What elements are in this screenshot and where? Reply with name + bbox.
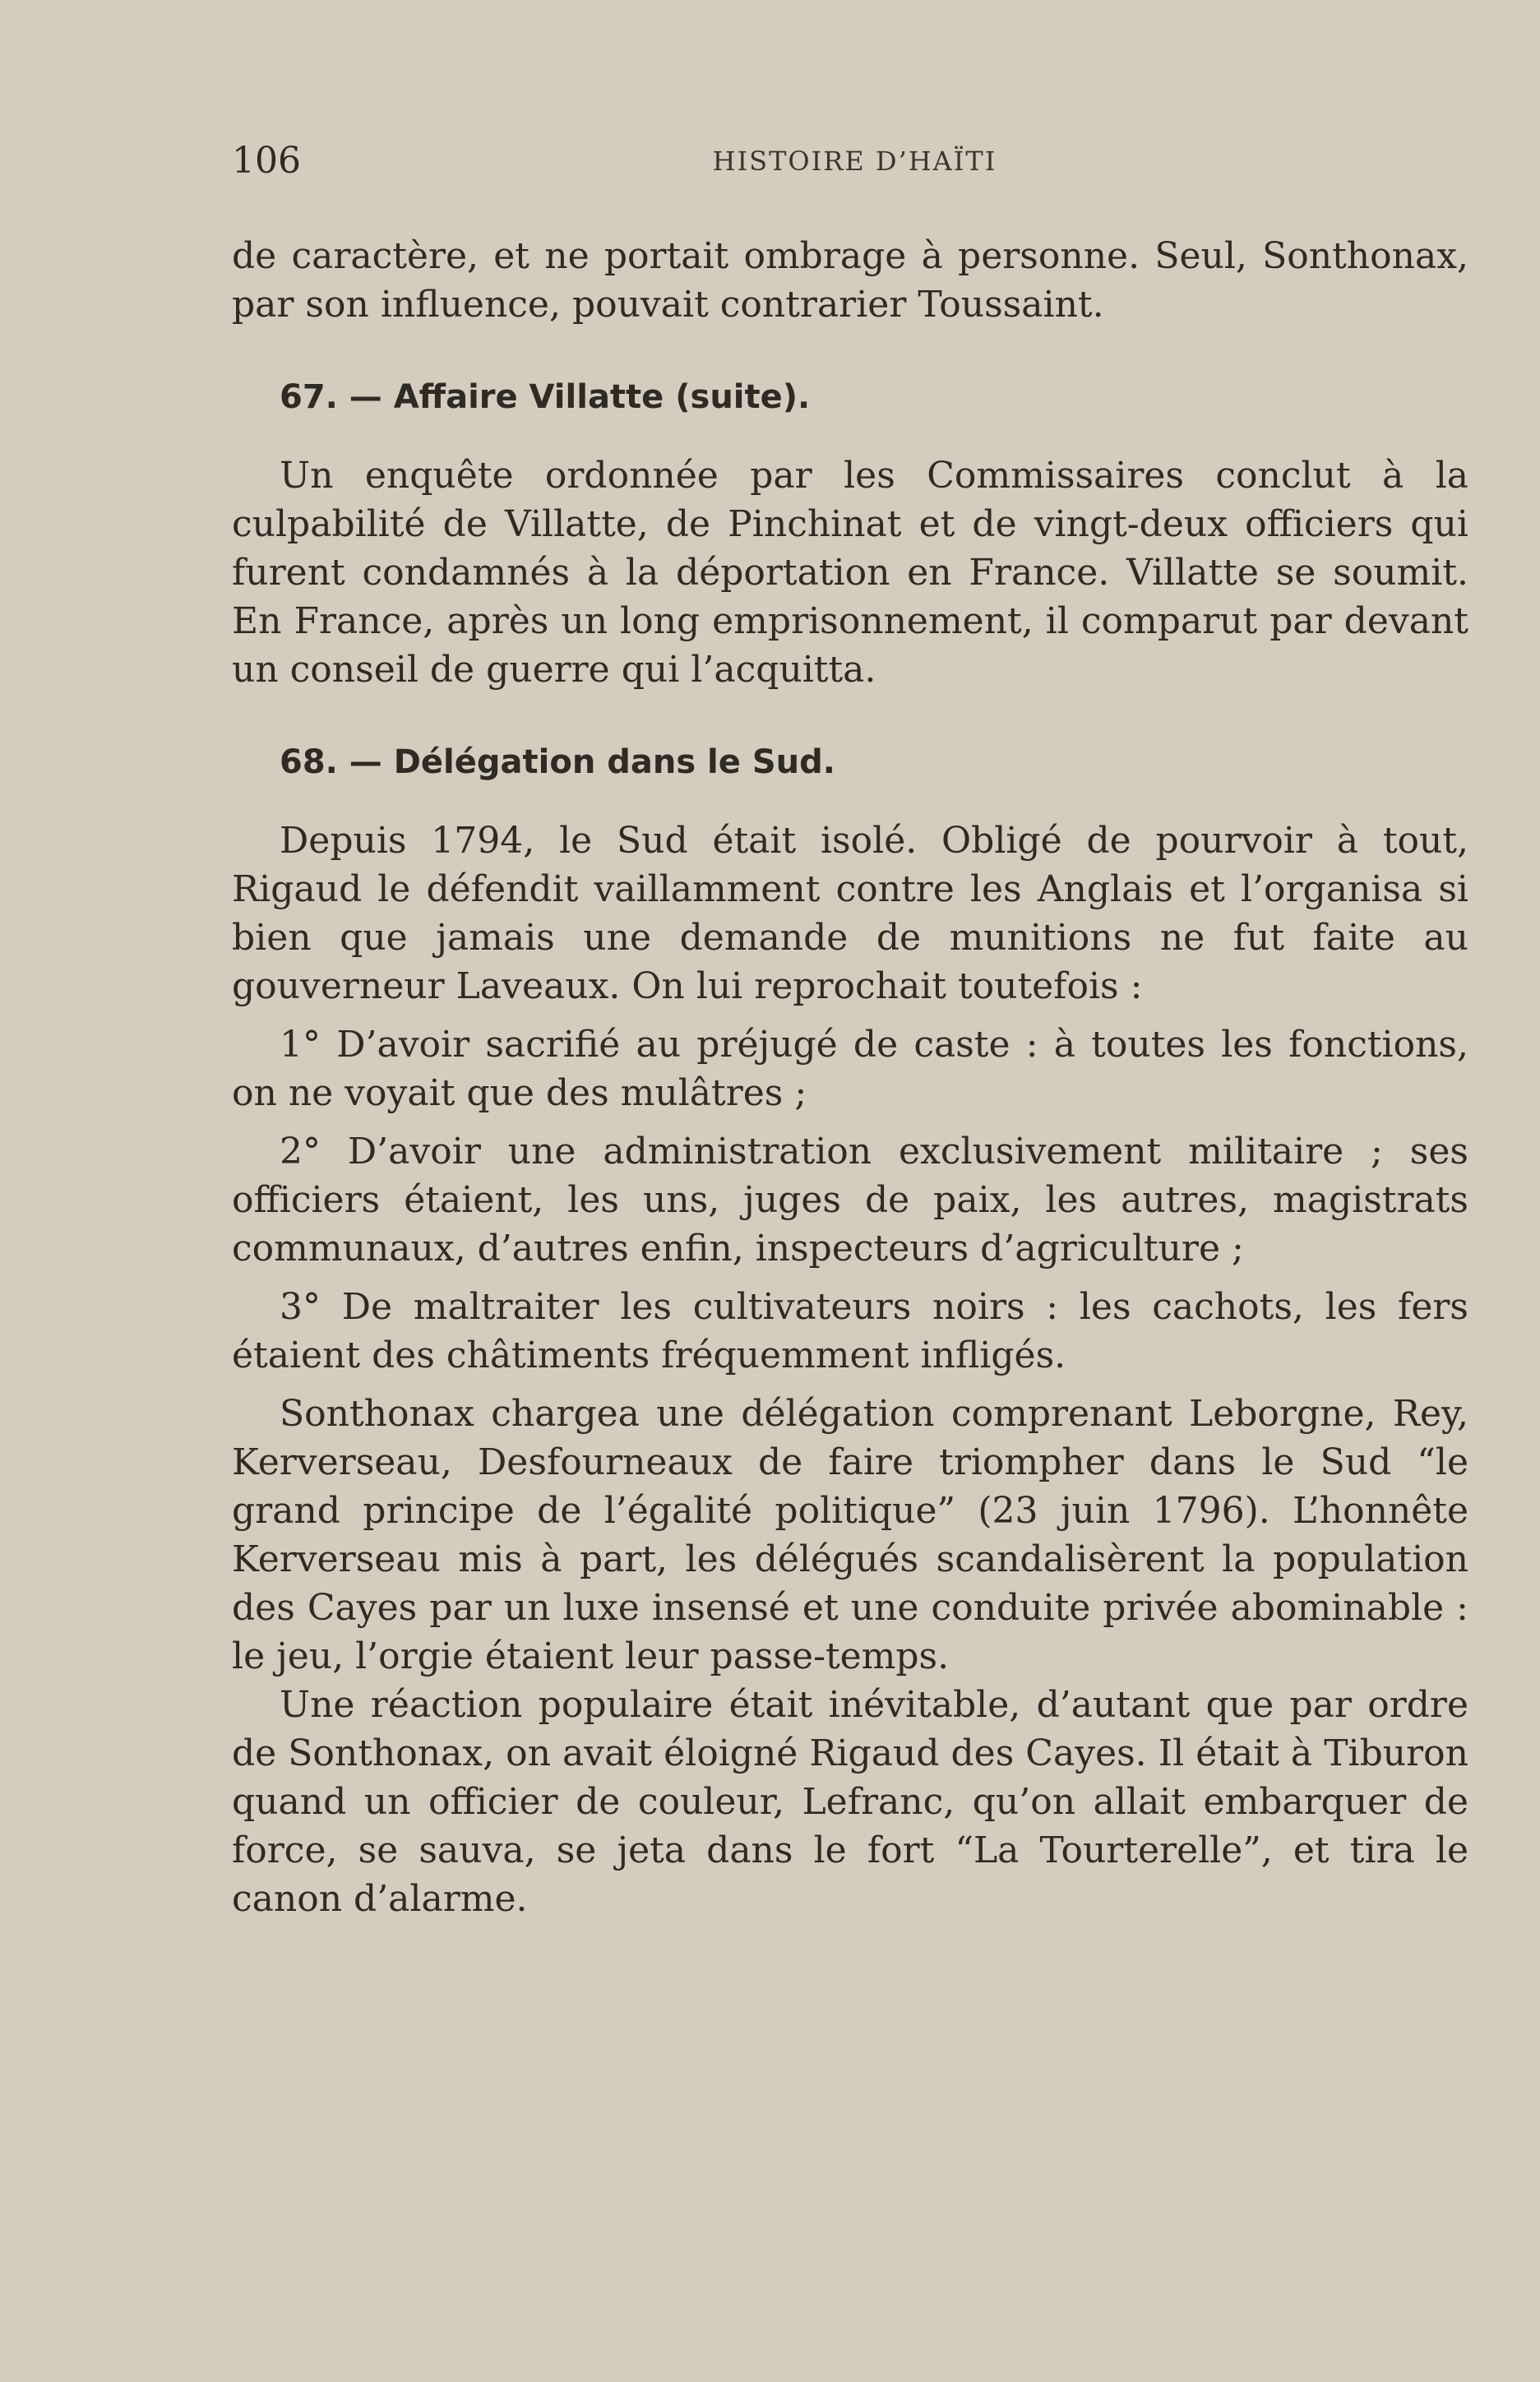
running-title: HISTOIRE D’HAÏTI <box>712 146 997 177</box>
section-68-paragraph-1: Depuis 1794, le Sud était isolé. Obligé de pourvoir à tout, Rigaud le défendit vaillamment contre les Anglais et l’organisa si bien que jamais une demande de munitions ne fut faite au gouverneur Laveaux. On lui reprochait toutefois : <box>232 820 1468 1007</box>
intro-paragraph: de caractère, et ne portait ombrage à personne. Seul, Sonthonax, par son influence, pouvait contrarier Toussaint. <box>232 235 1468 326</box>
section-67-paragraph: Un enquête ordonnée par les Commissaires conclut à la culpabilité de Villatte, de Pinchinat et de vingt-deux officiers qui furent condamnés à la déportation en France. Villatte se soumit. En France, après un long emprisonnement, il comparut par devant un conseil de guerre qui l’acquitta. <box>232 455 1468 691</box>
list-item-3: 3° De maltraiter les cultivateurs noirs : les cachots, les fers étaient des châtiments fréquemment infligés. <box>232 1286 1468 1376</box>
list-item-1: 1° D’avoir sacrifié au préjugé de caste : à toutes les fonctions, on ne voyait que des mulâtres ; <box>232 1024 1468 1114</box>
section-68-heading: 68. — Délégation dans le Sud. <box>280 743 835 781</box>
section-67-heading: 67. — Affaire Villatte (suite). <box>280 378 811 416</box>
section-68-paragraph-3: Une réaction populaire était inévitable, d’autant que par ordre de Sonthonax, on avait éloigné Rigaud des Cayes. Il était à Tiburon quand un officier de couleur, Lefranc, qu’on allait embarquer de force, se sauva, se jeta dans le fort “La Tourterelle”, et tira le canon d’alarme. <box>232 1684 1468 1920</box>
body-text <box>232 232 1468 1923</box>
list-item-2: 2° D’avoir une administration exclusivement militaire ; ses officiers étaient, les uns, juges de paix, les autres, magistrats communaux, d’autres enfin, inspecteurs d’agriculture ; <box>232 1131 1468 1270</box>
running-head <box>232 136 1478 186</box>
page-number: 106 <box>232 140 301 182</box>
section-68-paragraph-2: Sonthonax chargea une délégation comprenant Leborgne, Rey, Kerverseau, Desfourneaux de faire triompher dans le Sud “le grand principe de l’égalité politique” (23 juin 1796). L’honnête Kerverseau mis à part, les délégués scandalisèrent la population des Cayes par un luxe insensé et une conduite privée abominable : le jeu, l’orgie étaient leur passe-temps. <box>232 1393 1468 1677</box>
